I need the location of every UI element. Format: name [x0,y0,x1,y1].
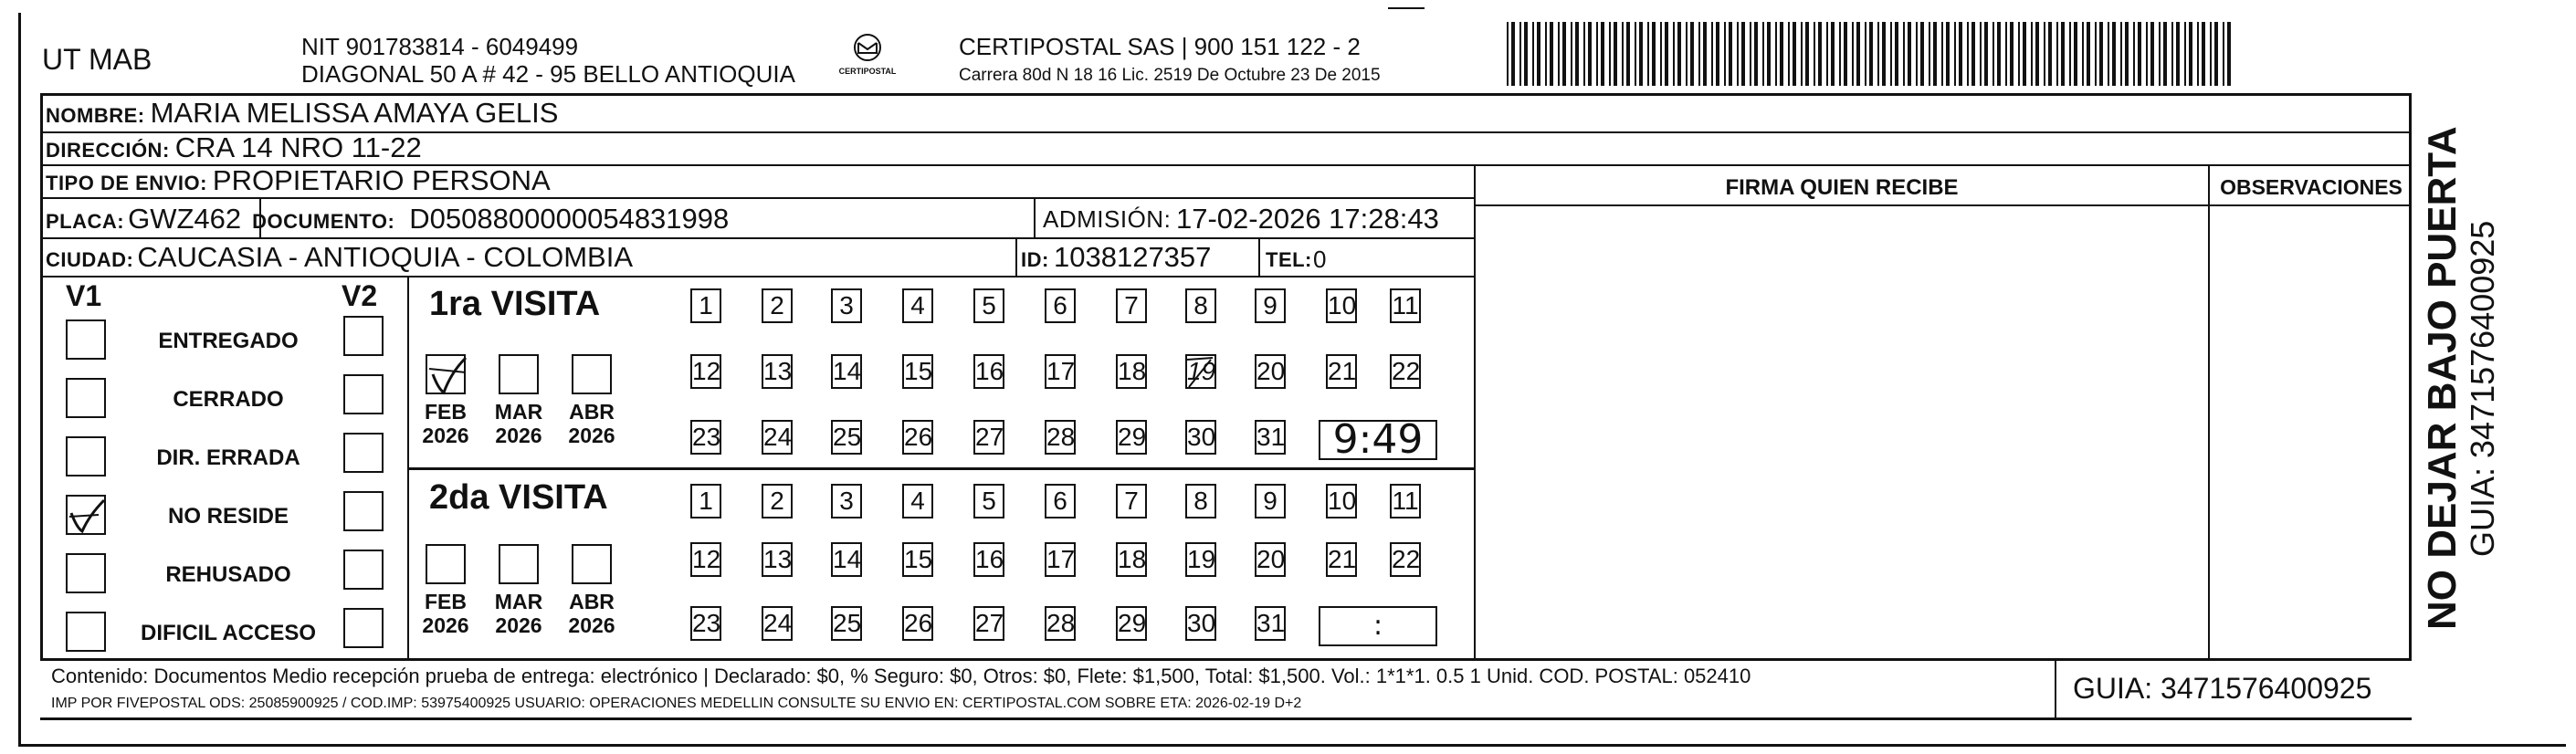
direccion-label: DIRECCIÓN: [46,139,170,162]
direccion-value: CRA 14 NRO 11-22 [174,131,422,163]
tel-value: 0 [1313,246,1327,273]
barcode-bar [1754,22,1758,86]
visit1-month-checkbox-abr[interactable] [572,354,612,394]
firma-header-line [1474,204,2412,206]
barcode-bar [1711,22,1713,86]
barcode-bar [2125,22,2129,86]
status-label-rehusado: REHUSADO [165,562,291,587]
visit1-day-15[interactable]: 15 [902,354,933,389]
visit1-day-10[interactable]: 10 [1326,288,1357,323]
visit2-day-2[interactable]: 2 [762,484,793,518]
company-name: UT MAB [42,43,152,76]
barcode-bar [2035,22,2039,86]
barcode-bar [1729,22,1732,86]
side-warning-text: NO DEJAR BAJO PUERTA [2420,126,2465,630]
placa-value: GWZ462 [128,203,242,235]
visit1-day-17[interactable]: 17 [1045,354,1076,389]
visit1-month-checkbox-mar[interactable] [499,354,539,394]
barcode-bar [1954,22,1956,86]
barcode-bar [1997,22,2001,86]
visit1-day-22[interactable]: 22 [1390,354,1421,389]
row-direccion [42,133,2411,166]
v2-label: V2 [342,279,378,312]
barcode-bar [1665,22,1668,86]
barcode-bar [1507,22,1509,86]
visit1-day-14[interactable]: 14 [831,354,862,389]
barcode-bar [1967,22,1969,86]
certipostal-logo [826,33,909,79]
barcode-bar [1652,22,1656,86]
barcode-bar [2044,22,2045,86]
barcode-bar [1856,22,1860,86]
visit2-day-10[interactable]: 10 [1326,484,1357,518]
barcode-bar [1673,22,1675,86]
visit1-day-31[interactable]: 31 [1255,420,1286,455]
barcode-bar [2210,22,2212,86]
barcode-bar [2010,22,2013,86]
barcode-bar [2108,22,2109,86]
visit1-day-20[interactable]: 20 [1255,354,1286,389]
barcode-bar [2202,22,2205,86]
visit1-day-3[interactable]: 3 [831,288,862,323]
barcode-bar [1660,22,1662,86]
visit1-day-6[interactable]: 6 [1045,288,1076,323]
visit2-day-29[interactable]: 29 [1116,606,1147,641]
barcode-bar [2061,22,2065,86]
barcode-bar [1908,22,1911,86]
barcode-bar [2138,22,2141,86]
barcode-bar [1690,22,1694,86]
v1-checkbox-rehusado[interactable] [66,553,106,593]
visit2-day-7[interactable]: 7 [1116,484,1147,518]
company-address: DIAGONAL 50 A # 42 - 95 BELLO ANTIOQUIA [301,60,795,88]
barcode-bar [1788,22,1790,86]
visit2-day-21[interactable]: 21 [1326,542,1357,577]
barcode-bar [2133,22,2135,86]
barcode-bar [2197,22,2199,86]
visit2-day-14[interactable]: 14 [831,542,862,577]
visit1-month-label-mar: MAR 2026 [494,400,543,447]
barcode-bar [1532,22,1534,86]
visit1-day-label-19: 19 [1187,357,1216,385]
barcode-bar [1741,22,1745,86]
status-label-no-reside: NO RESIDE [167,504,289,529]
company-nit: NIT 901783814 - 6049499 [301,33,579,60]
barcode-bar [2112,22,2116,86]
visit1-day-29[interactable]: 29 [1116,420,1147,455]
visit2-day-28[interactable]: 28 [1045,606,1076,641]
visit2-day-8[interactable]: 8 [1185,484,1216,518]
observaciones-label: OBSERVACIONES [2220,175,2403,199]
strike-mark-icon [1185,354,1216,389]
visit2-day-24[interactable]: 24 [762,606,793,641]
barcode-bar [2074,22,2077,86]
barcode-bar [1575,22,1579,86]
status-label-dificil-acceso: DIFICIL ACCESO [140,621,316,645]
visit1-day-11[interactable]: 11 [1390,288,1421,323]
barcode-bar [1839,22,1841,86]
barcode-bar [1716,22,1719,86]
placa-label: PLACA: [46,210,125,233]
barcode-bar [1959,22,1962,86]
barcode-bar [1818,22,1822,86]
barcode-bar [1524,22,1528,86]
row-ciudad [42,239,1476,278]
barcode-bar [2146,22,2148,86]
barcode-bar [1865,22,1866,86]
v2-checkbox-dir-errada[interactable] [343,433,384,473]
visit2-month-label-abr: ABR 2026 [568,590,615,637]
barcode-bar [1920,22,1924,86]
barcode-bar [1686,22,1688,86]
visit2-day-5[interactable]: 5 [973,484,1004,518]
visit2-day-18[interactable]: 18 [1116,542,1147,577]
tipo-label: TIPO DE ENVIO: [46,172,207,194]
barcode-bar [1980,22,1982,86]
visit1-day-24[interactable]: 24 [762,420,793,455]
visit2-day-16[interactable]: 16 [973,542,1004,577]
barcode-bar [1596,22,1598,86]
visit1-day-19[interactable] [1185,354,1216,389]
visit-divider [409,467,1474,470]
visit2-day-1[interactable]: 1 [690,484,721,518]
side-warning [2420,126,2466,630]
v1-checkbox-entregado[interactable] [66,319,106,360]
barcode-bar [1929,22,1930,86]
barcode-bar [1750,22,1751,86]
footer-guia: GUIA: 3471576400925 [2073,672,2372,705]
visit1-month-label-feb: FEB 2026 [422,400,469,447]
visit1-day-18[interactable]: 18 [1116,354,1147,389]
barcode-bar [1903,22,1905,86]
barcode-bar [2018,22,2020,86]
visit2-month-label-feb: FEB 2026 [422,590,469,637]
ciudad-value: CAUCASIA - ANTIOQUIA - COLOMBIA [137,241,633,273]
visit2-day-17[interactable]: 17 [1045,542,1076,577]
visit2-day-22[interactable]: 22 [1390,542,1421,577]
barcode-bar [2023,22,2026,86]
barcode-bar [1941,22,1943,86]
visit1-day-2[interactable]: 2 [762,288,793,323]
visit1-day-12[interactable]: 12 [690,354,721,389]
admision-label: ADMISIÓN: [1043,205,1172,233]
barcode-bar [1814,22,1815,86]
barcode-bar [1882,22,1886,86]
ciudad-label: CIUDAD: [46,248,134,271]
v1-checkbox-cerrado[interactable] [66,378,106,418]
barcode-bar [1852,22,1854,86]
barcode-bar [1895,22,1898,86]
visit1-day-27[interactable]: 27 [973,420,1004,455]
barcode-bar [1767,22,1771,86]
barcode-bar [1916,22,1918,86]
visit2-month-label-mar: MAR 2026 [494,590,543,637]
barcode-bar [1724,22,1726,86]
footer-imp: IMP POR FIVEPOSTAL ODS: 25085900925 / COD.IMP: 53975400925 USUARIO: OPERACIONES MEDELLIN CONSULTE SU ENVIO EN: CERTIPOSTAL.COM SOBRE ETA: 2026-02-19 D+2 [51,696,1302,711]
visit1-month-checkbox-feb[interactable] [426,354,466,394]
v1-checkbox-dir-errada[interactable] [66,436,106,476]
visit2-day-31[interactable]: 31 [1255,606,1286,641]
barcode-bar [1698,22,1700,86]
barcode-bar [2176,22,2180,86]
footer-bottom-line [40,717,2412,720]
visit1-day-26[interactable]: 26 [902,420,933,455]
barcode-bar [2082,22,2084,86]
v1-checkbox-dificil-acceso[interactable] [66,612,106,652]
visit2-day-11[interactable]: 11 [1390,484,1421,518]
visit1-day-28[interactable]: 28 [1045,420,1076,455]
barcode-bar [1601,22,1604,86]
barcode-bar [2031,22,2033,86]
visit1-day-8[interactable]: 8 [1185,288,1216,323]
side-guia-text: GUIA: 3471576400925 [2464,220,2501,557]
carrier-name: CERTIPOSTAL SAS | 900 151 122 - 2 [959,33,1361,60]
visit2-day-26[interactable]: 26 [902,606,933,641]
visit1-day-4[interactable]: 4 [902,288,933,323]
id-label: ID: [1021,248,1049,271]
logo-text: CERTIPOSTAL [838,67,897,76]
frame-bottom-line [18,744,2566,747]
barcode-bar [1984,22,1988,86]
barcode-bar [1588,22,1592,86]
barcode-bar [1609,22,1611,86]
visit2-day-27[interactable]: 27 [973,606,1004,641]
barcode-bar [1801,22,1803,86]
v2-checkbox-entregado[interactable] [343,316,384,356]
status-label-entregado: ENTREGADO [158,329,299,353]
nombre-value: MARIA MELISSA AMAYA GELIS [150,97,559,129]
visit2-day-9[interactable]: 9 [1255,484,1286,518]
barcode-bar [1793,22,1796,86]
barcode-bar [2048,22,2052,86]
visit1-day-30[interactable]: 30 [1185,420,1216,455]
visit1-month-label-abr: ABR 2026 [568,400,615,447]
envelope-icon [849,33,886,62]
v2-checkbox-rehusado[interactable] [343,550,384,590]
visit2-day-30[interactable]: 30 [1185,606,1216,641]
visit2-day-25[interactable]: 25 [831,606,862,641]
row-placa [42,199,1476,239]
barcode-bar [1537,22,1540,86]
visit2-day-15[interactable]: 15 [902,542,933,577]
visit2-month-checkbox-feb[interactable] [426,544,466,584]
barcode-bar [2163,22,2167,86]
barcode-bar [1550,22,1553,86]
visit2-month-checkbox-mar[interactable] [499,544,539,584]
barcode-bar [1639,22,1643,86]
frame-top-line [1388,7,1425,9]
visit1-day-5[interactable]: 5 [973,288,1004,323]
barcode-bar [1805,22,1809,86]
barcode-bar [1737,22,1739,86]
barcode-bar [2120,22,2122,86]
barcode-bar [2214,22,2218,86]
visit1-day-7[interactable]: 7 [1116,288,1147,323]
barcode-bar [2056,22,2058,86]
barcode-bar [1992,22,1994,86]
visit1-day-9[interactable]: 9 [1255,288,1286,323]
barcode-bar [2189,22,2192,86]
barcode-bar [1831,22,1835,86]
documento-label: DOCUMENTO: [252,210,395,233]
v1-label: V1 [66,279,102,312]
barcode-bar [1877,22,1879,86]
barcode-bar [2005,22,2007,86]
visit1-day-13[interactable]: 13 [762,354,793,389]
barcode-bar [1614,22,1617,86]
visit2-day-4[interactable]: 4 [902,484,933,518]
check-mark-icon [68,497,108,537]
barcode-bar [1571,22,1572,86]
side-guia [2464,221,2502,557]
visit2-day-19[interactable]: 19 [1185,542,1216,577]
visit2-time-field[interactable]: : [1319,606,1437,646]
tipo-value: PROPIETARIO PERSONA [212,164,551,196]
barcode-bar [2069,22,2071,86]
barcode-bar [1545,22,1547,86]
barcode-bar [1626,22,1630,86]
v2-checkbox-no-reside[interactable] [343,491,384,531]
firma-column [1474,166,2210,659]
v1-checkbox-no-reside[interactable] [66,495,106,535]
row-tipo [42,166,1476,199]
barcode-bar [1775,22,1777,86]
barcode-bar [2099,22,2103,86]
barcode-bar [2159,22,2161,86]
status-label-cerrado: CERRADO [173,387,284,412]
barcode-bar [1780,22,1783,86]
v2-checkbox-dificil-acceso[interactable] [343,608,384,648]
barcode-bar [2150,22,2154,86]
barcode-bar [1558,22,1560,86]
visit2-day-13[interactable]: 13 [762,542,793,577]
visit1-title: 1ra VISITA [429,285,601,323]
barcode-bar [1890,22,1892,86]
barcode-bar [1647,22,1649,86]
carrier-license: Carrera 80d N 18 16 Lic. 2519 De Octubre 23 De 2015 [959,66,1381,85]
visit2-month-checkbox-abr[interactable] [572,544,612,584]
barcode-bar [1946,22,1950,86]
firma-label: FIRMA QUIEN RECIBE [1725,175,1959,200]
barcode-bar [1622,22,1624,86]
barcode-bar [2223,22,2224,86]
visit1-day-25[interactable]: 25 [831,420,862,455]
check-mark-icon [427,356,468,396]
barcode-bar [1511,22,1515,86]
barcode-bar [2087,22,2090,86]
tel-label: TEL: [1266,248,1312,271]
nombre-label: NOMBRE: [46,104,145,127]
barcode-bar [1933,22,1937,86]
visit1-day-23[interactable]: 23 [690,420,721,455]
barcode-bar [1583,22,1585,86]
barcode-bar [1971,22,1975,86]
visit1-day-21[interactable]: 21 [1326,354,1357,389]
admision-value: 17-02-2026 17:28:43 [1176,203,1439,235]
visit2-day-23[interactable]: 23 [690,606,721,641]
barcode-bar [1844,22,1847,86]
row-nombre [42,95,2411,133]
visit2-day-12[interactable]: 12 [690,542,721,577]
barcode-bar [2227,22,2231,86]
v2-checkbox-cerrado[interactable] [343,374,384,414]
barcode-bar [1869,22,1873,86]
visit2-title: 2da VISITA [429,478,608,517]
barcode-bar [1826,22,1828,86]
visit1-time-field[interactable]: 9:49 [1319,420,1437,460]
documento-value: D0508800000054831998 [409,203,730,235]
visit2-day-20[interactable]: 20 [1255,542,1286,577]
visit2-day-3[interactable]: 3 [831,484,862,518]
barcode-bar [1562,22,1566,86]
visit2-day-6[interactable]: 6 [1045,484,1076,518]
visit1-day-16[interactable]: 16 [973,354,1004,389]
barcode-bar [1519,22,1521,86]
barcode-bar [1677,22,1681,86]
barcode-bar [2171,22,2173,86]
barcode-bar [2095,22,2097,86]
frame-left-line [18,13,21,747]
barcode-bar [1635,22,1636,86]
status-label-dir-errada: DIR. ERRADA [156,445,300,470]
id-value: 1038127357 [1054,241,1212,273]
barcode-bar [1703,22,1707,86]
barcode-bar [1762,22,1764,86]
barcode-bars [1507,22,2233,86]
barcode [1507,22,2233,86]
footer-contenido: Contenido: Documentos Medio recepción prueba de entrega: electrónico | Declarado: $0, % Seguro: $0, Otros: $0, Flete: $1,500, Total: $1,500. Vol.: 1*1*1. 0.5 1 Unid. COD. POSTAL: 052410 [51,665,1751,687]
visit1-day-1[interactable]: 1 [690,288,721,323]
barcode-bar [2184,22,2186,86]
